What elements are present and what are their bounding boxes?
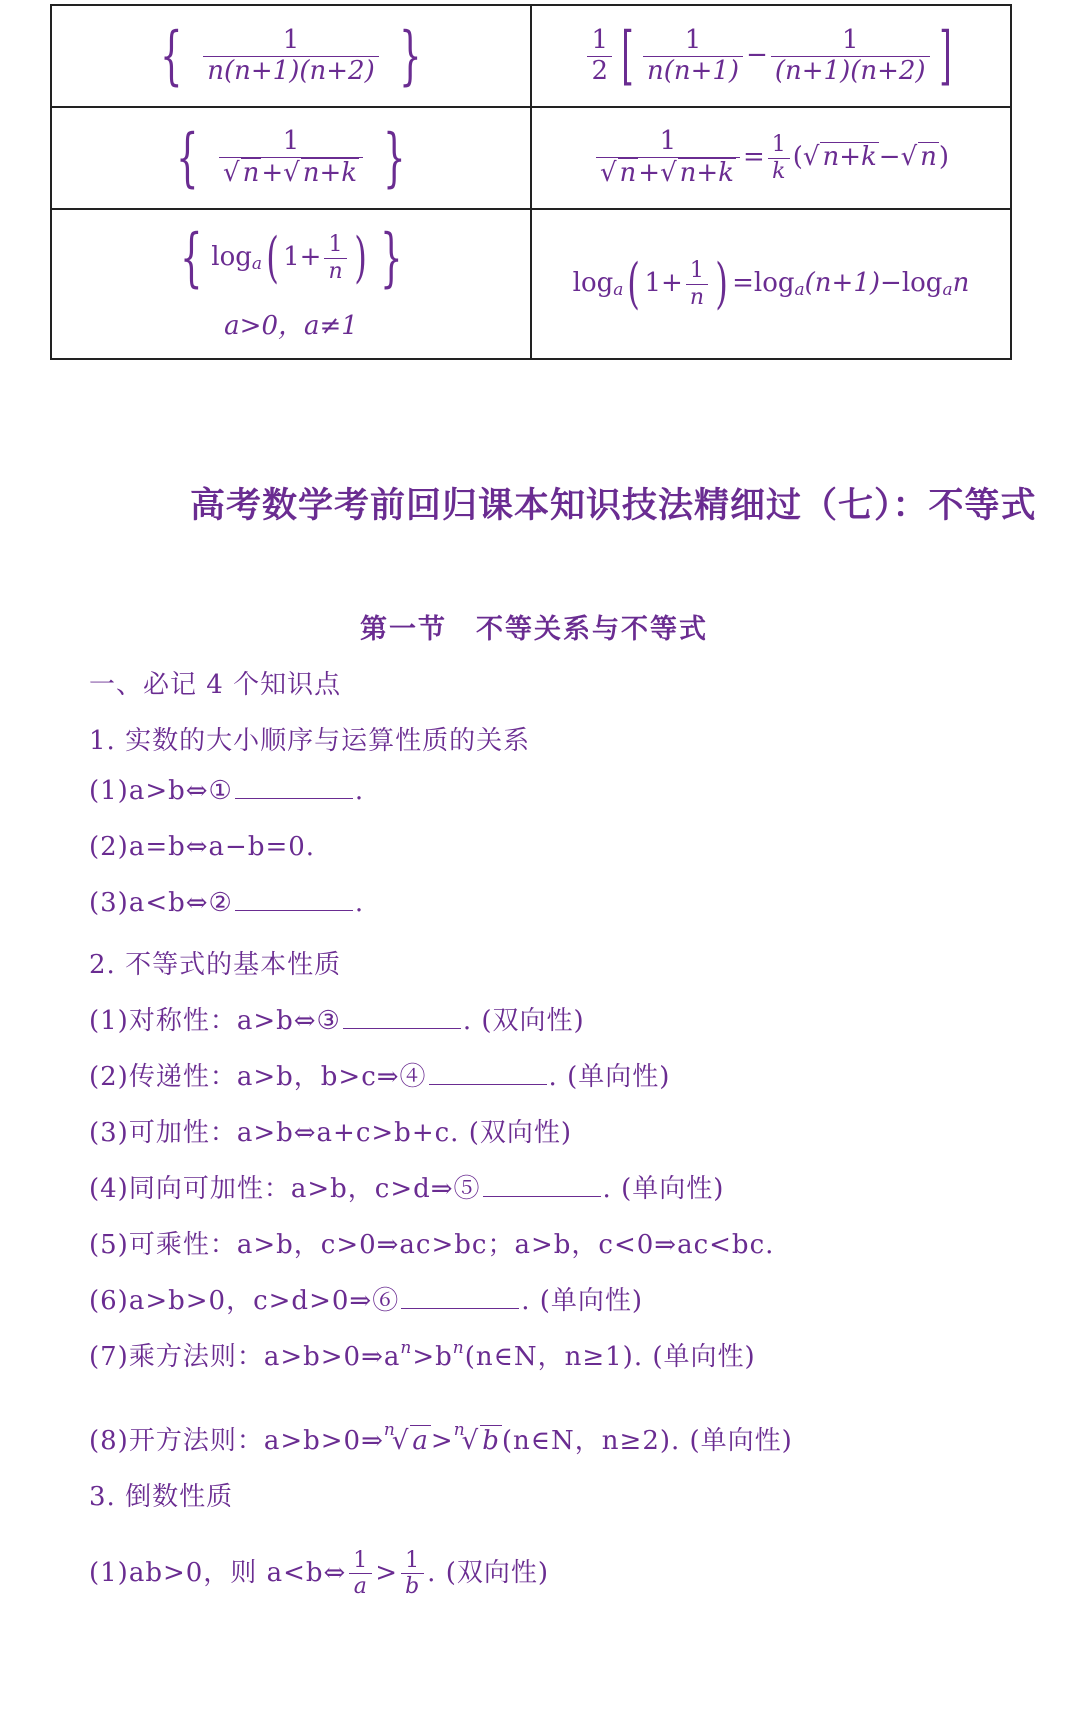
formula-table <box>50 4 1012 360</box>
answer-blank[interactable] <box>429 1062 547 1085</box>
table-row <box>51 209 1011 359</box>
fraction: $\frac{1}{2}$ <box>587 26 612 87</box>
fraction: $\frac{1}{k}$ <box>768 132 790 184</box>
table-cell: $\frac{1}{√ n+√ n+k}$ = $\frac{1}{k}$ (√ n+k−√ n) <box>531 107 1011 209</box>
answer-blank[interactable] <box>235 776 353 799</box>
table-cell: { $\frac{1}{√ n+√ n+k}$ } <box>51 107 531 209</box>
condition-text: a>0，a≠1 <box>224 311 358 342</box>
text-line: (3)a<b⇔② . <box>89 888 365 918</box>
heading-line: 1. 实数的大小顺序与运算性质的关系 <box>89 726 531 756</box>
text-line: (6)a>b>0，c>d>0⇒⑥ . (单向性) <box>89 1286 644 1316</box>
table-cell: $\frac{1}{2}$ [ $\frac{1}{n(n+1)}$ − $\frac{1}{(n+1)(n+2)}$ ] <box>531 5 1011 107</box>
fraction: $\frac{1}{n(n+1)(n+2)}$ <box>203 26 378 87</box>
text-line: (4)同向可加性：a>b，c>d⇒⑤ . (单向性) <box>89 1174 725 1204</box>
fraction: $\frac{1}{n(n+1)}$ <box>643 26 743 87</box>
fraction: $\frac{1}{n}$ <box>324 232 346 284</box>
heading-line: 2. 不等式的基本性质 <box>89 950 342 980</box>
answer-blank[interactable] <box>343 1006 461 1029</box>
fraction: $\frac{1}{√ n+√ n+k}$ <box>596 127 740 189</box>
fraction: $\frac{1}{(n+1)(n+2)}$ <box>771 26 930 87</box>
table-row <box>51 5 1011 107</box>
fraction: $\frac{1}{n}$ <box>686 258 708 310</box>
text-line: (7)乘方法则：$a>b>0\Rightarrow a^n>b^n(n\in N$，n≥1). (单向性) <box>89 1338 756 1372</box>
text-line: (2)a=b⇔a−b=0. <box>89 832 316 862</box>
text-line: (3)可加性：a>b⇔a+c>b+c. (双向性) <box>89 1118 572 1148</box>
table-cell: $\log_a$( 1+ $\frac{1}{n}$ ) $=\log_a(n+1)-\log_an$ <box>531 209 1011 359</box>
table-cell: { $\log_a$( 1+ $\frac{1}{n}$ ) } a>0，a≠1 <box>51 209 531 359</box>
answer-blank[interactable] <box>401 1286 519 1309</box>
document-title: 高考数学考前回归课本知识技法精细过（七）：不等式 <box>190 485 1037 526</box>
fraction: $\frac{1}{√ n+√ n+k}$ <box>219 127 363 189</box>
answer-blank[interactable] <box>235 888 353 911</box>
section-title: 第一节 不等关系与不等式 <box>360 614 708 645</box>
fraction: $\frac{1}{b}$ <box>401 1548 424 1600</box>
text-line: (1)对称性：a>b⇔③ . (双向性) <box>89 1006 585 1036</box>
answer-blank[interactable] <box>483 1174 601 1197</box>
table-row <box>51 107 1011 209</box>
text-line: (2)传递性：a>b，b>c⇒④ . (单向性) <box>89 1062 671 1092</box>
table-cell: { $\frac{1}{n(n+1)(n+2)}$ } <box>51 5 531 107</box>
heading-line: 一、必记 4 个知识点 <box>89 670 342 700</box>
fraction: $\frac{1}{a}$ <box>349 1548 372 1600</box>
text-line: (1)ab>0，则 a<b⇔ $\frac{1}{a}$ > $\frac{1}{b}$ . (双向性) <box>89 1548 549 1600</box>
text-line: (1)a>b⇔① . <box>89 776 365 806</box>
text-line: (5)可乘性：a>b，c>0⇒ac>bc；a>b，c<0⇒ac<bc. <box>89 1230 775 1260</box>
heading-line: 3. 倒数性质 <box>89 1482 234 1512</box>
text-line: (8)开方法则：a>b>0⇒$^n$√ a>$^n$√ b(n∈N，n≥2). (单向性) <box>89 1420 793 1456</box>
